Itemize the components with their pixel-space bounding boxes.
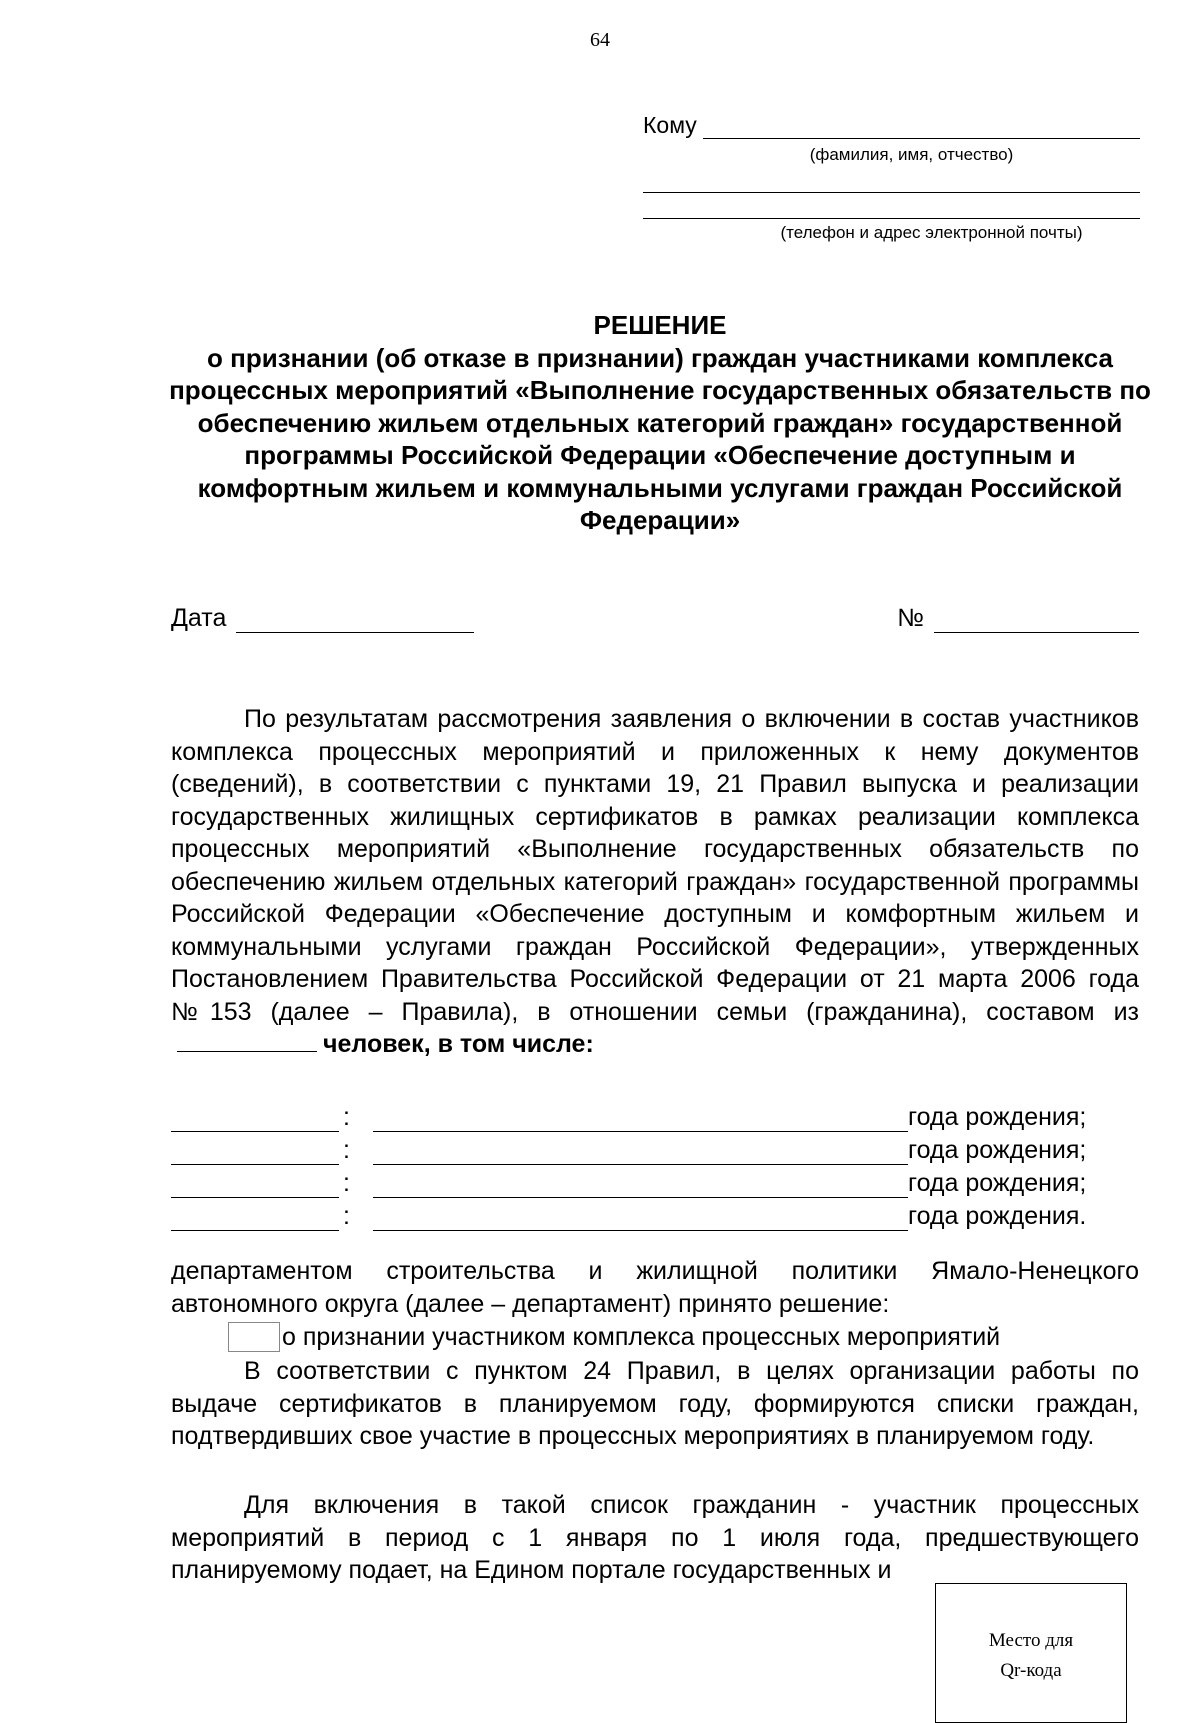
paragraph-consideration-bold-tail: человек, в том числе:	[323, 1030, 594, 1058]
paragraph-department-decision: департаментом строительства и жилищной политики Ямало-Ненецкого автономного округа (далее – департамент) принято решение:	[171, 1257, 1139, 1318]
document-title	[160, 309, 1160, 537]
decision-option-row	[228, 1322, 1000, 1352]
qr-placeholder-line-1: Место для	[988, 1630, 1074, 1651]
addressee-name-line	[703, 116, 1140, 139]
member-name-blank	[373, 1206, 908, 1231]
addressee-contact-line-1	[643, 192, 1140, 193]
family-member-row	[171, 1099, 1139, 1132]
member-colon: :	[343, 1136, 350, 1164]
family-size-blank	[177, 1029, 317, 1052]
member-name-blank	[373, 1107, 908, 1132]
page-number: 64	[590, 29, 610, 51]
family-members-list	[171, 1099, 1139, 1231]
paragraph-consideration	[171, 703, 1139, 1061]
member-relation-blank	[171, 1206, 339, 1231]
addressee-label: Кому	[643, 112, 697, 138]
number-label: №	[897, 604, 924, 632]
addressee-contact-caption: (телефон и адрес электронной почты)	[780, 223, 1083, 242]
addressee-field	[643, 112, 1140, 139]
member-relation-blank	[171, 1107, 339, 1132]
family-member-row	[171, 1132, 1139, 1165]
member-colon: :	[343, 1202, 350, 1230]
member-birth-year-label: года рождения.	[908, 1202, 1087, 1230]
member-name-blank	[373, 1173, 908, 1198]
date-field	[171, 604, 474, 633]
member-colon: :	[343, 1169, 350, 1197]
member-name-blank	[373, 1140, 908, 1165]
date-number-row	[171, 604, 1139, 633]
qr-code-placeholder	[935, 1583, 1127, 1723]
decision-option-label: о признании участником комплекса процессных мероприятий	[282, 1322, 1001, 1351]
member-birth-year-label: года рождения;	[908, 1169, 1087, 1197]
family-member-row	[171, 1165, 1139, 1198]
qr-placeholder-line-2: Qr-кода	[1000, 1660, 1062, 1681]
member-birth-year-label: года рождения;	[908, 1103, 1087, 1131]
number-field	[897, 604, 1139, 633]
member-birth-year-label: года рождения;	[908, 1136, 1087, 1164]
title-subtitle: о признании (об отказе в признании) граждан участниками комплекса процессных мероприятий «Выполнение государственных обязательств по обеспечению жильем отдельных категорий граждан» государственной программы Российской Федерации «Обеспечение доступным и комфортным жильем и коммунальными услугами граждан Российской Федерации»	[169, 342, 1151, 535]
number-blank-line	[934, 608, 1139, 633]
member-colon: :	[343, 1103, 350, 1131]
member-relation-blank	[171, 1140, 339, 1165]
title-heading: РЕШЕНИЕ	[593, 310, 727, 340]
member-relation-blank	[171, 1173, 339, 1198]
family-member-row	[171, 1198, 1139, 1231]
decision-checkbox[interactable]	[228, 1322, 280, 1352]
date-blank-line	[236, 608, 474, 633]
date-label: Дата	[171, 604, 227, 632]
paragraph-consideration-text: По результатам рассмотрения заявления о включении в состав участников комплекса процессных мероприятий и приложенных к нему документов (сведений), в соответствии с пунктами 19, 21 Правил выпуска и реализации государственных жилищных сертификатов в рамках реализации комплекса процессных мероприятий «Выполнение государственных обязательств по обеспечению жильем отдельных категорий граждан» государственной программы Российской Федерации «Обеспечение доступным и комфортным жильем и коммунальными услугами граждан Российской Федерации», утвержденных Постановлением Правительства Российской Федерации от 21 марта 2006 года №153 (далее – Правила), в отношении семьи (гражданина), составом из	[171, 705, 1139, 1026]
paragraph-lists-formation: В соответствии с пунктом 24 Правил, в целях организации работы по выдаче сертификатов в планируемом году, формируются списки граждан, подтвердивших свое участие в процессных мероприятиях в планируемом году.	[171, 1357, 1139, 1450]
addressee-contact-line-2	[643, 218, 1140, 219]
paragraph-inclusion-procedure: Для включения в такой список гражданин - участник процессных мероприятий в период с 1 января по 1 июля года, предшествующего планируемому подает, на Едином портале государственных и	[171, 1491, 1139, 1584]
addressee-name-caption: (фамилия, имя, отчество)	[809, 145, 1014, 164]
